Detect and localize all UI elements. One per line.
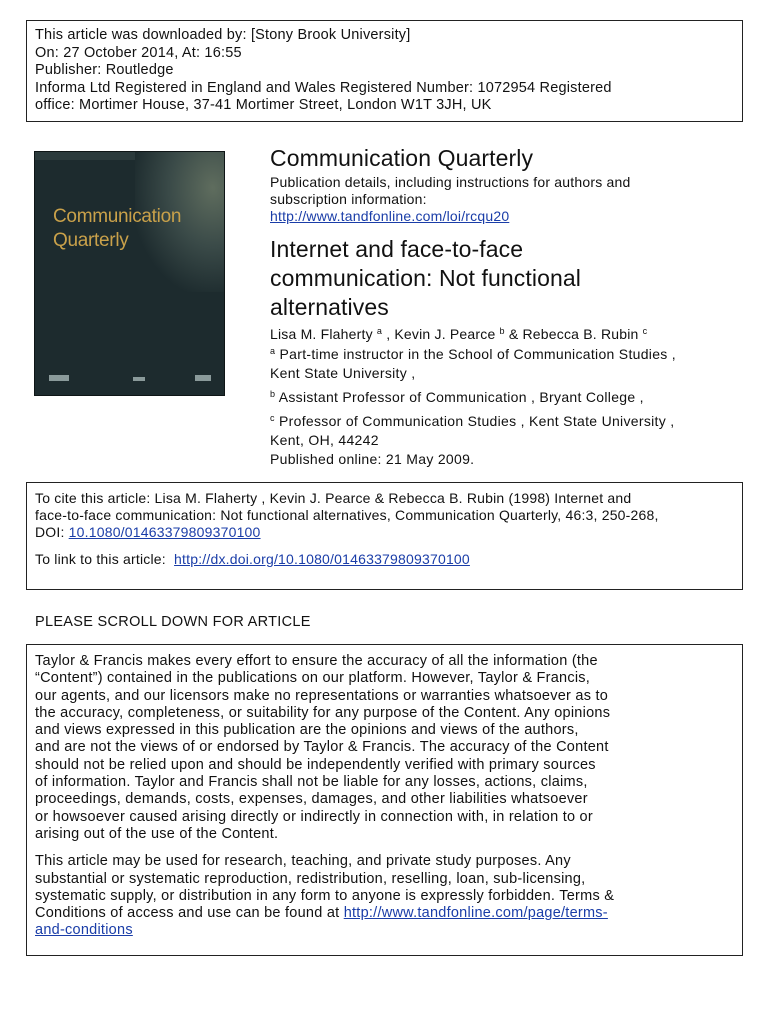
disclaimer-line: our agents, and our licensors make no representations or warranties whatsoever as to xyxy=(35,687,609,704)
disclaimer-line: “Content”) contained in the publications on our platform. However, Taylor & Francis, xyxy=(35,670,591,687)
journal-cover-image xyxy=(34,151,225,396)
citation-line2: face-to-face communication: Not functional alternatives, Communication Quarterly, 46:3, 250-268, xyxy=(35,507,659,523)
publisher-line: Publisher: Routledge xyxy=(35,62,174,78)
office-line: office: Mortimer House, 37-41 Mortimer Street, London W1T 3JH, UK xyxy=(35,97,492,113)
registration-line: Informa Ltd Registered in England and Wales Registered Number: 1072954 Registered xyxy=(35,79,612,96)
terms-prefix: Conditions of access and use can be found at xyxy=(35,905,344,922)
affiliation-c-cont: Kent, OH, 44242 xyxy=(270,432,379,448)
disclaimer-line: of information. Taylor and Francis shall not be liable for any losses, actions, claims, xyxy=(35,774,588,791)
download-info-box xyxy=(26,20,743,122)
affiliation-a-cont: Kent State University , xyxy=(270,365,416,381)
disclaimer-line: and are not the views of or endorsed by Taylor & Francis. The accuracy of the Content xyxy=(35,739,609,756)
cover-center-mark xyxy=(133,377,145,381)
author-affil-sup: b xyxy=(499,326,505,336)
terms-link[interactable]: http://www.tandfonline.com/page/terms- xyxy=(343,905,608,922)
citation-doi-line xyxy=(35,524,734,541)
article-title-line1: Internet and face-to-face xyxy=(270,236,524,262)
download-info-line: This article was downloaded by: [Stony Brook University] xyxy=(35,27,411,43)
disclaimer-line: or howsoever caused arising directly or indirectly in connection with, in relation to or xyxy=(35,808,593,825)
disclaimer-line: This article may be used for research, teaching, and private study purposes. Any xyxy=(35,853,571,870)
disclaimer-terms-line xyxy=(35,905,734,922)
published-date: Published online: 21 May 2009. xyxy=(270,451,475,467)
affiliation-text: Professor of Communication Studies , Kent State University , xyxy=(279,413,675,429)
disclaimer-line: substantial or systematic reproduction, redistribution, reselling, loan, sub-licensing, xyxy=(35,870,586,887)
download-date-line: On: 27 October 2014, At: 16:55 xyxy=(35,44,242,61)
cover-publisher-logo xyxy=(49,375,69,381)
citation-line1: To cite this article: Lisa M. Flaherty , Kevin J. Pearce & Rebecca B. Rubin (1998) Internet and xyxy=(35,490,632,506)
author-name: Kevin J. Pearce xyxy=(394,326,496,342)
citation-box xyxy=(26,482,743,590)
publication-details-line2: subscription information: xyxy=(270,191,427,207)
terms-link-cont[interactable]: and-conditions xyxy=(35,922,133,939)
affiliation-b xyxy=(270,385,676,407)
publication-details-line1: Publication details, including instructions for authors and xyxy=(270,174,631,190)
affiliation-sup: a xyxy=(270,346,276,356)
disclaimer-line: arising out of the use of the Content. xyxy=(35,825,279,842)
article-title-line3: alternatives xyxy=(270,294,389,320)
publication-details xyxy=(270,174,630,225)
disclaimer-paragraph-1 xyxy=(35,653,734,843)
doi-link[interactable]: 10.1080/01463379809370100 xyxy=(68,524,261,540)
article-doi-url-link[interactable]: http://dx.doi.org/10.1080/01463379809370100 xyxy=(174,551,470,567)
disclaimer-line: the accuracy, completeness, or suitability for any purpose of the Content. Any opinions xyxy=(35,704,611,721)
article-title-line2: communication: Not functional xyxy=(270,265,581,291)
affiliation-text: Part-time instructor in the School of Communication Studies , xyxy=(279,346,676,362)
doi-prefix: DOI: xyxy=(35,524,69,540)
disclaimer-line: systematic supply, or distribution in any form to anyone is expressly forbidden. Terms & xyxy=(35,887,615,904)
affiliation-list xyxy=(270,342,676,469)
article-link-line xyxy=(35,551,734,568)
disclaimer-line: should not be relied upon and should be independently verified with primary sources xyxy=(35,756,596,773)
disclaimer-box xyxy=(26,644,743,956)
disclaimer-paragraph-2 xyxy=(35,853,734,939)
author-separator: , xyxy=(382,326,395,342)
disclaimer-line: and views expressed in this publication are the opinions and views of the authors, xyxy=(35,722,579,739)
affiliation-sup: b xyxy=(270,389,276,399)
scroll-down-notice: PLEASE SCROLL DOWN FOR ARTICLE xyxy=(35,614,311,630)
author-separator: & xyxy=(504,326,523,342)
author-list xyxy=(270,322,647,343)
affiliation-sup: c xyxy=(270,413,275,423)
affiliation-text: Assistant Professor of Communication , Bryant College , xyxy=(278,389,644,405)
author-name: Rebecca B. Rubin xyxy=(522,326,639,342)
article-title xyxy=(270,235,581,322)
cover-right-logo xyxy=(195,375,211,381)
author-affil-sup: a xyxy=(376,326,383,336)
affiliation-c xyxy=(270,409,676,431)
journal-title: Communication Quarterly xyxy=(270,145,534,171)
cover-title-line2: Quarterly xyxy=(53,230,129,251)
article-link-prefix: To link to this article: xyxy=(35,551,166,567)
disclaimer-line: Taylor & Francis makes every effort to ensure the accuracy of all the information (the xyxy=(35,653,598,669)
journal-url-link[interactable]: http://www.tandfonline.com/loi/rcqu20 xyxy=(270,208,510,224)
author-affil-sup: c xyxy=(642,326,648,336)
author-name: Lisa M. Flaherty xyxy=(270,326,373,342)
affiliation-a xyxy=(270,342,676,364)
disclaimer-line: proceedings, demands, costs, expenses, damages, and other liabilities whatsoever xyxy=(35,791,588,808)
cover-title-line1: Communication xyxy=(53,206,182,227)
